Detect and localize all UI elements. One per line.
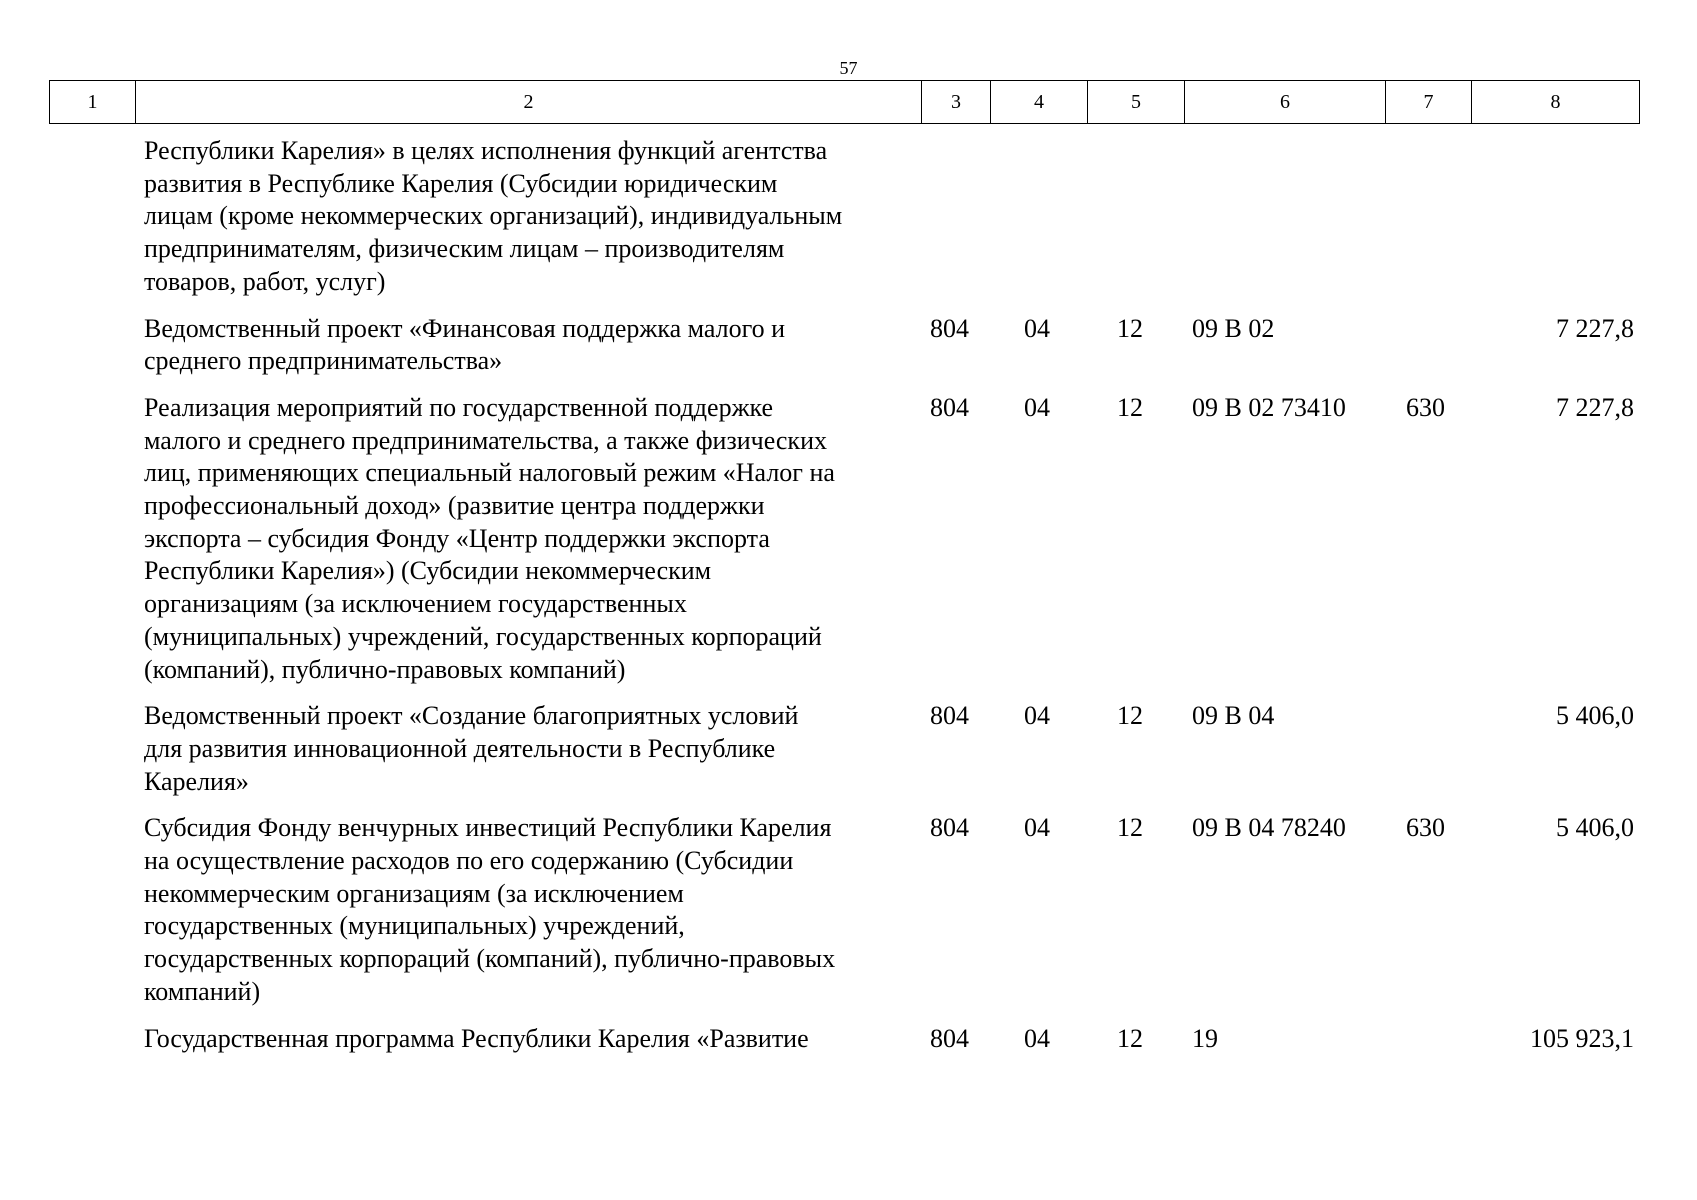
- cell-c4: 04: [1024, 1023, 1050, 1053]
- cell-c6: 09 В 04 78240: [1192, 813, 1346, 843]
- description-line: профессиональный доход» (развитие центра поддержки: [144, 491, 765, 521]
- table-row: [49, 700, 1639, 798]
- cell-col1: [49, 313, 135, 378]
- cell-c7: [1385, 700, 1471, 798]
- cell-c3: 804: [930, 701, 969, 731]
- cell-c6: 09 В 02 73410: [1192, 392, 1346, 422]
- cell-col1: [49, 392, 135, 686]
- description-line: компаний): [144, 976, 261, 1006]
- cell-c6: 09 В 02: [1192, 313, 1275, 343]
- description-line: некоммерческим организациям (за исключением: [144, 878, 684, 908]
- description-line: развития в Республике Карелия (Субсидии юридическим: [144, 168, 778, 198]
- description-line: Республики Карелия» в целях исполнения функций агентства: [144, 136, 828, 165]
- cell-c3: 804: [930, 392, 969, 422]
- description-line: лиц, применяющих специальный налоговый режим «Налог на: [144, 458, 835, 488]
- cell-c4: 04: [1024, 313, 1050, 343]
- table-row: [49, 812, 1639, 1008]
- header-cell-3: 3: [922, 81, 991, 124]
- cell-c5: 12: [1117, 313, 1143, 343]
- cell-c8: 5 406,0: [1556, 701, 1634, 731]
- description-line: Ведомственный проект «Создание благоприятных условий: [144, 701, 799, 731]
- cell-col1: [49, 812, 135, 1008]
- cell-c5: 12: [1117, 701, 1143, 731]
- description-line: экспорта – субсидия Фонду «Центр поддержки экспорта: [144, 523, 770, 553]
- table-row: [49, 135, 1639, 299]
- cell-c5: 12: [1117, 813, 1143, 843]
- description-line: малого и среднего предпринимательства, а также физических: [144, 425, 827, 455]
- cell-c7: 630: [1406, 813, 1445, 843]
- cell-col1: [49, 700, 135, 798]
- cell-c3: 804: [930, 1023, 969, 1053]
- cell-c8: 5 406,0: [1556, 813, 1634, 843]
- cell-c8: 105 923,1: [1530, 1023, 1634, 1053]
- cell-c4: 04: [1024, 392, 1050, 422]
- header-cell-2: 2: [136, 81, 922, 124]
- cell-col1: [49, 135, 135, 299]
- cell-col1: [49, 1023, 135, 1056]
- cell-c5: [1087, 135, 1184, 299]
- cell-c8: [1471, 135, 1643, 299]
- header-cell-8: 8: [1472, 81, 1640, 124]
- cell-c6: 19: [1192, 1023, 1218, 1053]
- description-line: для развития инновационной деятельности в Республике: [144, 733, 776, 763]
- table-row: [49, 313, 1639, 378]
- table-row: [49, 392, 1639, 686]
- description-line: Республики Карелия») (Субсидии некоммерческим: [144, 556, 712, 586]
- cell-c5: 12: [1117, 1023, 1143, 1053]
- cell-description: [135, 812, 921, 1008]
- description-line: Реализация мероприятий по государственной поддержке: [144, 392, 774, 422]
- budget-rows: [49, 135, 1639, 1069]
- cell-c6: 09 В 04: [1192, 701, 1275, 731]
- cell-c5: 12: [1117, 392, 1143, 422]
- cell-c6: [1184, 135, 1385, 299]
- cell-description: [135, 392, 921, 686]
- header-cell-4: 4: [991, 81, 1088, 124]
- description-line: предпринимателям, физическим лицам – производителям: [144, 234, 785, 264]
- description-line: государственных корпораций (компаний), публично-правовых: [144, 944, 836, 974]
- description-line: (муниципальных) учреждений, государственных корпораций: [144, 621, 822, 651]
- cell-description: [135, 313, 921, 378]
- cell-c7: [1385, 313, 1471, 378]
- header-cell-5: 5: [1088, 81, 1185, 124]
- cell-description: [135, 135, 921, 299]
- page-number: 57: [839, 58, 858, 78]
- cell-c7: 630: [1406, 392, 1445, 422]
- description-line: государственных (муниципальных) учреждений,: [144, 911, 685, 941]
- cell-c7: [1385, 1023, 1471, 1056]
- description-line: среднего предпринимательства»: [144, 346, 503, 376]
- cell-c8: 7 227,8: [1556, 313, 1634, 343]
- header-row: [50, 81, 1640, 124]
- cell-c3: [921, 135, 990, 299]
- description-line: Карелия»: [144, 766, 249, 796]
- description-line: (компаний), публично-правовых компаний): [144, 654, 626, 684]
- header-cell-7: 7: [1386, 81, 1472, 124]
- header-cell-6: 6: [1185, 81, 1386, 124]
- header-cell-1: 1: [50, 81, 136, 124]
- description-line: лицам (кроме некоммерческих организаций), индивидуальным: [144, 201, 843, 231]
- description-line: товаров, работ, услуг): [144, 266, 386, 296]
- column-header-table: [49, 80, 1640, 124]
- description-line: Ведомственный проект «Финансовая поддержка малого и: [144, 313, 786, 343]
- cell-c4: 04: [1024, 813, 1050, 843]
- description-line: Субсидия Фонду венчурных инвестиций Республики Карелия: [144, 813, 832, 843]
- cell-c3: 804: [930, 813, 969, 843]
- cell-c4: [990, 135, 1087, 299]
- description-line: на осуществление расходов по его содержанию (Субсидии: [144, 846, 794, 876]
- cell-description: [135, 700, 921, 798]
- description-line: Государственная программа Республики Карелия «Развитие: [144, 1023, 809, 1053]
- cell-description: [135, 1023, 921, 1056]
- cell-c8: 7 227,8: [1556, 392, 1634, 422]
- description-line: организациям (за исключением государственных: [144, 589, 687, 619]
- cell-c4: 04: [1024, 701, 1050, 731]
- table-row: [49, 1023, 1639, 1056]
- cell-c3: 804: [930, 313, 969, 343]
- cell-c7: [1385, 135, 1471, 299]
